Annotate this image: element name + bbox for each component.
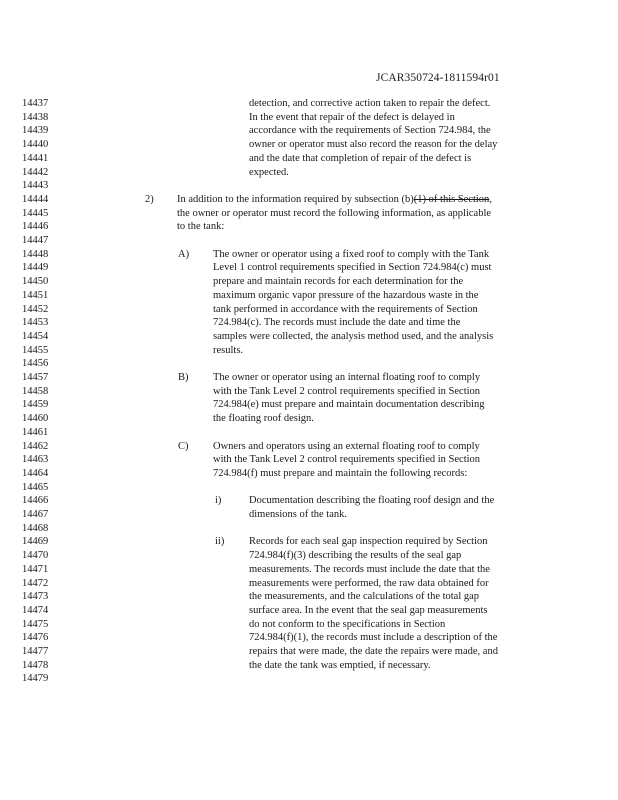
line-number: 14458	[22, 385, 49, 397]
subsection-2-text-line: the owner or operator must record the following information, as applicable	[177, 207, 492, 219]
document-id: JCAR350724-1811594r01	[376, 72, 500, 84]
item-label-c-i: i)	[215, 495, 222, 507]
line-number: 14467	[22, 509, 49, 520]
item-b-text-line: with the Tank Level 2 control requirements specified in Section	[213, 385, 481, 397]
line-number: 14465	[22, 481, 49, 493]
line-number: 14437	[22, 98, 49, 109]
line-number: 14470	[22, 550, 49, 562]
item-a-text-line: Level 1 control requirements specified in Section 724.984(c) must	[213, 262, 492, 274]
item-c-ii-text-line: the date the tank was emptied, if necessary.	[249, 659, 431, 671]
line-number: 14451	[22, 289, 49, 301]
item-c-text-line: with the Tank Level 2 control requirements specified in Section	[213, 454, 481, 466]
line-number: 14455	[22, 344, 49, 356]
item-c-ii-text-line: the measurements, and the calculations of the total gap	[249, 591, 480, 603]
item-c-ii-text-line: do not conform to the specifications in Section	[249, 618, 446, 630]
line-number: 14464	[22, 467, 49, 479]
line-number: 14443	[22, 180, 49, 192]
item-c-ii-text-line: Records for each seal gap inspection required by Section	[249, 536, 488, 548]
continuation-text-line: expected.	[249, 166, 289, 178]
line-number: 14478	[22, 659, 49, 671]
item-c-ii-text-line: measurements were performed, the raw data obtained for	[249, 577, 489, 589]
line-number: 14472	[22, 577, 49, 589]
line-number: 14474	[22, 604, 49, 616]
line-number: 14475	[22, 618, 49, 630]
line-number: 14471	[22, 563, 49, 575]
continuation-text-line: accordance with the requirements of Section 724.984, the	[249, 125, 491, 137]
line-number: 14461	[22, 426, 49, 438]
line-number: 14441	[22, 152, 49, 164]
line-number: 14457	[22, 372, 49, 383]
line-number: 14453	[22, 317, 49, 329]
item-label-a: A)	[178, 248, 190, 260]
item-a-text-line: prepare and maintain records for each determination for the	[213, 276, 464, 288]
line-number: 14440	[22, 139, 49, 151]
line-number: 14454	[22, 330, 49, 342]
line-number: 14449	[22, 262, 49, 274]
item-c-i-text-line: Documentation describing the floating roof design and the	[249, 495, 495, 507]
item-b-text-line: the floating roof design.	[213, 413, 314, 425]
item-b-text-line: The owner or operator using an internal floating roof to comply	[213, 372, 481, 383]
line-number: 14468	[22, 522, 49, 534]
item-b-text-line: 724.984(e) must prepare and maintain documentation describing	[213, 399, 485, 411]
line-number: 14460	[22, 413, 49, 425]
item-a-text-line: 724.984(c). The records must include the date and time the	[213, 317, 461, 329]
continuation-text-line: In the event that repair of the defect is delayed in	[249, 111, 455, 123]
item-a-text-line: tank performed in accordance with the requirements of Section	[213, 303, 478, 315]
struck-text: (1) of this Section	[413, 193, 490, 205]
item-c-text-line: 724.984(f) must prepare and maintain the following records:	[213, 467, 468, 479]
continuation-text-line: owner or operator must also record the reason for the delay	[249, 139, 498, 151]
subsection-2-text-line: to the tank:	[177, 221, 225, 233]
line-number: 14473	[22, 591, 49, 603]
item-label-c: C)	[178, 440, 189, 452]
line-number: 14442	[22, 166, 49, 178]
line-number: 14448	[22, 248, 49, 260]
line-number: 14462	[22, 440, 49, 452]
line-number: 14452	[22, 303, 49, 315]
item-c-ii-text-line: repairs that were made, the date the repairs were made, and	[249, 646, 498, 657]
line-number: 14439	[22, 125, 49, 137]
continuation-text-line: detection, and corrective action taken to repair the defect.	[249, 98, 491, 109]
continuation-text-line: and the date that completion of repair of the defect is	[249, 152, 472, 164]
line-number: 14445	[22, 207, 49, 219]
item-c-text-line: Owners and operators using an external floating roof to comply	[213, 440, 480, 452]
item-a-text-line: results.	[213, 344, 244, 356]
item-a-text-line: maximum organic vapor pressure of the hazardous waste in the	[213, 289, 479, 301]
item-a-text-line: samples were collected, the analysis method used, and the analysis	[213, 330, 494, 342]
item-label-b: B)	[178, 372, 189, 383]
line-number: 14479	[22, 673, 49, 685]
line-number: 14459	[22, 399, 49, 411]
item-c-i-text-line: dimensions of the tank.	[249, 509, 347, 520]
item-c-ii-text-line: surface area. In the event that the seal gap measurements	[249, 604, 488, 616]
line-number: 14444	[22, 193, 49, 205]
line-number: 14438	[22, 111, 49, 123]
line-number: 14477	[22, 646, 49, 657]
line-number: 14463	[22, 454, 49, 466]
item-c-ii-text-line: measurements. The records must include the date that the	[249, 563, 490, 575]
item-label-c-ii: ii)	[215, 536, 225, 548]
line-number: 14476	[22, 632, 49, 644]
subsection-label-2: 2)	[145, 193, 154, 205]
item-c-ii-text-line: 724.984(f)(3) describing the results of the seal gap	[249, 550, 462, 562]
line-number: 14450	[22, 276, 49, 288]
line-number: 14456	[22, 358, 49, 370]
line-number: 14447	[22, 235, 49, 246]
item-a-text-line: The owner or operator using a fixed roof to comply with the Tank	[213, 248, 490, 260]
line-number: 14466	[22, 495, 49, 507]
item-c-ii-text-line: 724.984(f)(1), the records must include a description of the	[249, 632, 498, 644]
line-number: 14446	[22, 221, 49, 233]
line-number: 14469	[22, 536, 49, 548]
subsection-2-text-line: In addition to the information required by subsection (b)(1) of this Section,	[177, 193, 492, 205]
